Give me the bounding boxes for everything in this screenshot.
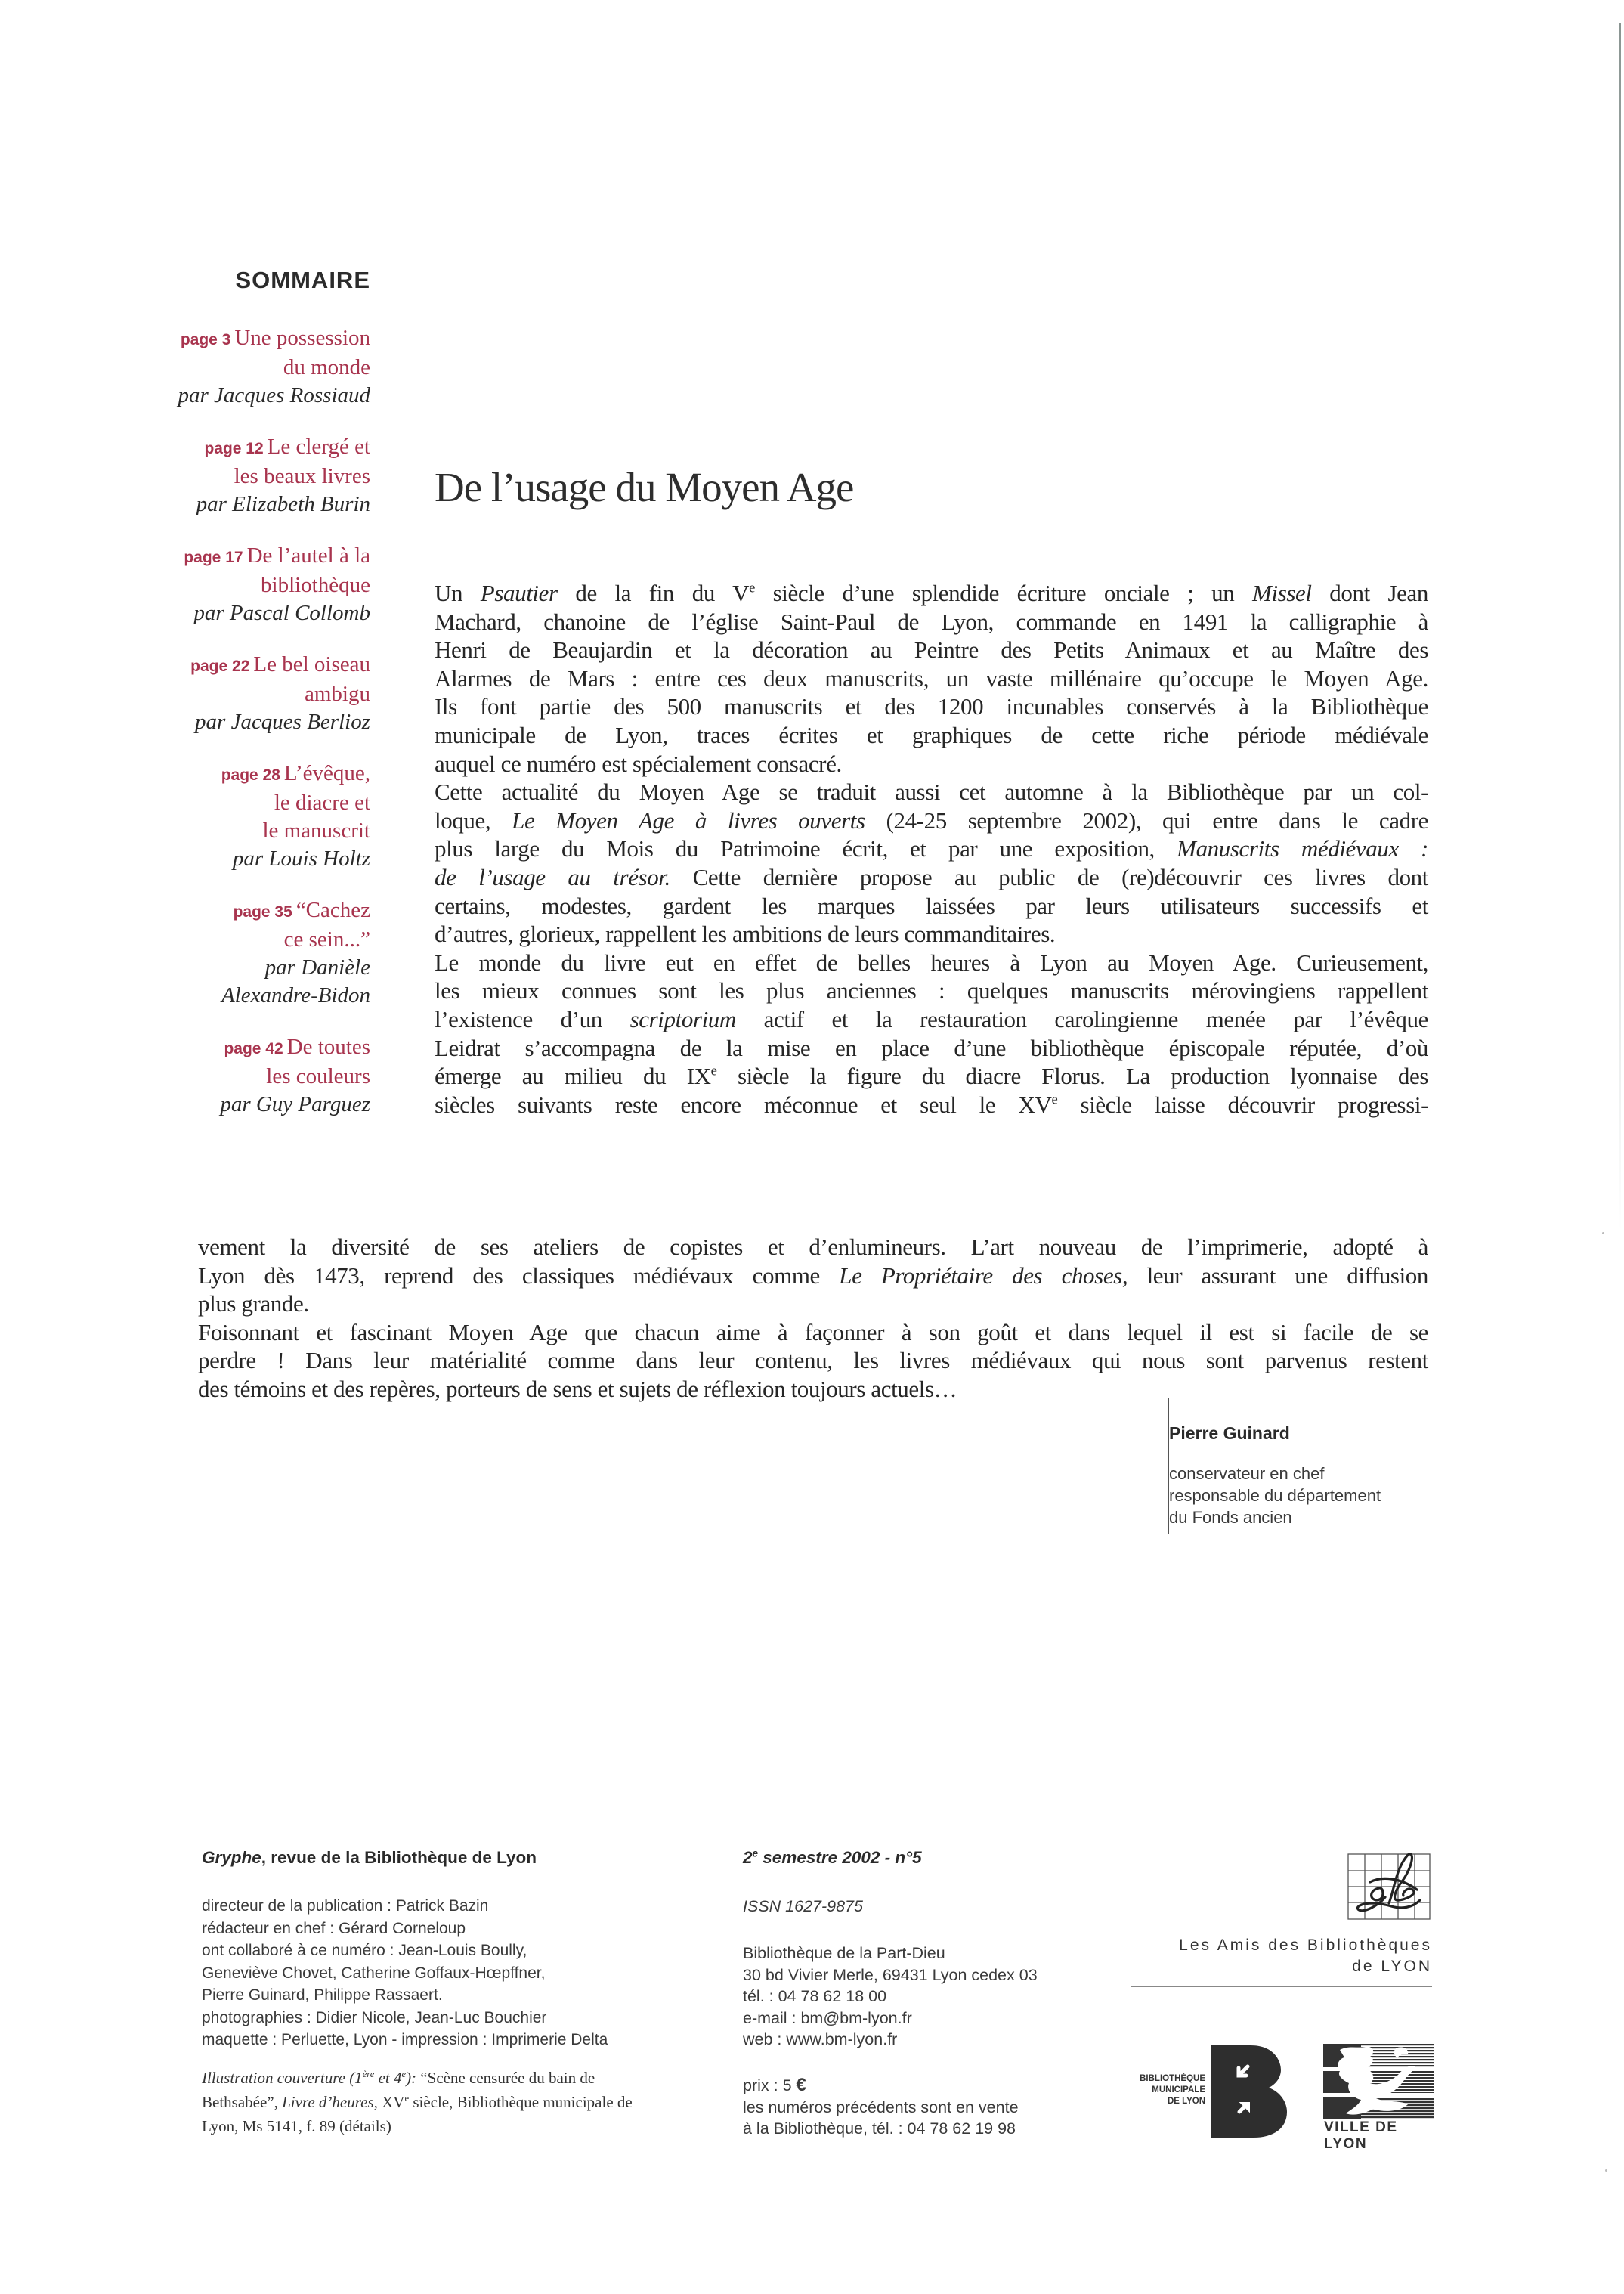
scan-speck: [1605, 2169, 1607, 2172]
body-text-line: Machard, chanoine de l’église Saint-Paul de Lyon, commande en 1491 la calligraphie à: [435, 608, 1428, 635]
body-text-line: Cette actualité du Moyen Age se traduit aussi cet automne à la Bibliothèque par un col-: [435, 779, 1428, 806]
credit-line: Geneviève Chovet, Catherine Goffaux-Hœpffner,: [202, 1964, 546, 1982]
toc-entry-title: ambigu: [305, 682, 370, 706]
body-text-line: auquel ce numéro est spécialement consacré.: [435, 750, 842, 777]
address-line: Bibliothèque de la Part-Dieu: [743, 1944, 945, 1962]
cover-illustration-credit: [202, 2066, 655, 2138]
table-of-contents: [113, 266, 370, 1142]
toc-entry-title: page 12 Le clergé et: [204, 435, 370, 459]
credits: [202, 1895, 608, 2051]
phone: tél. : 04 78 62 18 00: [743, 1987, 887, 2005]
toc-page-number: page 35: [233, 903, 292, 921]
toc-entry-author: par Guy Parguez: [220, 1092, 370, 1116]
amis-line: Les Amis des Bibliothèques: [1179, 1936, 1432, 1954]
toc-entry-title: le diacre et: [274, 791, 370, 815]
address-line: 30 bd Vivier Merle, 69431 Lyon cedex 03: [743, 1965, 1038, 1984]
toc-entry-author: par Louis Holtz: [232, 847, 370, 871]
body-text-line: des témoins et des repères, porteurs de sens et sujets de réflexion toujours actuels…: [198, 1375, 957, 1402]
body-text-line: d’autres, glorieux, rappellent les ambitions de leurs commanditaires.: [435, 921, 1056, 948]
italic-title: Manuscrits médiévaux :: [1177, 835, 1429, 862]
toc-entry-title: page 17 De l’autel à la: [184, 543, 370, 568]
library-address: [743, 1943, 1038, 2051]
publication-title: [202, 1848, 537, 1868]
price: [743, 2075, 1019, 2097]
credit-line: ont collaboré à ce numéro : Jean-Louis Boully,: [202, 1942, 527, 1959]
amis-line: de LYON: [1352, 1958, 1432, 1975]
article-title: De l’usage du Moyen Age: [435, 464, 854, 510]
ville-de-lyon-text: VILLE DE LYON: [1324, 2119, 1398, 2152]
toc-entry-title: page 22 Le bel oiseau: [190, 652, 370, 676]
credit-line: rédacteur en chef : Gérard Corneloup: [202, 1919, 466, 1937]
body-text-line: de l’usage au trésor. Cette dernière propose au public de (re)découvrir ces livres dont: [435, 863, 1428, 890]
amis-bibliotheques-text: [1126, 1935, 1432, 1977]
toc-entry-title: le manuscrit: [262, 819, 370, 843]
toc-entry-title: page 42 De toutes: [224, 1035, 370, 1059]
toc-entry-author: Alexandre-Bidon: [221, 983, 370, 1008]
illus-text: XVe siècle, Bibliothèque municipale de: [377, 2093, 633, 2111]
price-info: [743, 2075, 1019, 2140]
illus-text: “Scène censurée du bain de: [416, 2069, 595, 2087]
body-text-line: Le monde du livre eut en effet de belles heures à Lyon au Moyen Age. Curieusement,: [435, 949, 1428, 976]
body-text-line: Leidrat s’accompagna de la mise en place d’une bibliothèque épiscopale réputée, d’où: [435, 1034, 1428, 1061]
bibliotheque-municipale-b-logo-icon: [1211, 2045, 1287, 2138]
toc-heading: SOMMAIRE: [235, 267, 370, 293]
toc-entry-author: par Pascal Collomb: [193, 601, 370, 625]
body-text-line: Un Psautier de la fin du Ve siècle d’une splendide écriture onciale ; un Missel dont Jean: [435, 580, 1429, 606]
body-text-line: siècles suivants reste encore méconnue et seul le XVe siècle laisse découvrir progressi-: [435, 1091, 1428, 1118]
body-text-line: certains, modestes, gardent les marques laissées par leurs utilisateurs successifs et: [435, 892, 1428, 919]
signature-role-line: responsable du département: [1169, 1486, 1381, 1505]
toc-entry[interactable]: [113, 1033, 370, 1119]
body-text-line: les mieux connues sont les plus anciennes : quelques manuscrits mérovingiens rappellent: [435, 977, 1428, 1005]
toc-entry-author: par Jacques Rossiaud: [178, 383, 370, 407]
body-text-line: municipale de Lyon, traces écrites et graphiques de cette riche période médiévale: [435, 721, 1428, 748]
italic-title: de l’usage au trésor.: [435, 863, 670, 890]
bml-label-line: BIBLIOTHÈQUE: [1140, 2074, 1205, 2083]
toc-page-number: page 22: [190, 658, 250, 675]
body-text-line: Lyon dès 1473, reprend des classiques médiévaux comme Le Propriétaire des choses, leur assurant une diffusion: [198, 1262, 1428, 1289]
toc-entry-author: par Danièle: [264, 955, 370, 980]
toc-entry[interactable]: [113, 651, 370, 736]
bml-label-line: DE LYON: [1167, 2097, 1205, 2106]
article-body-full-width: [198, 1233, 1428, 1404]
toc-entry-title: page 28 L’évêque,: [221, 761, 370, 785]
italic-title: Psautier: [480, 580, 558, 606]
italic-title: Missel: [1252, 580, 1312, 606]
illus-line: [202, 2090, 655, 2114]
euro-icon: €: [796, 2075, 806, 2095]
signature-role-line: du Fonds ancien: [1169, 1508, 1292, 1527]
bml-label-line: MUNICIPALE: [1152, 2085, 1205, 2094]
toc-entry[interactable]: [113, 433, 370, 519]
body-text-line: Ils font partie des 500 manuscrits et des 1200 incunables conservés à la Bibliothèque: [435, 693, 1428, 720]
price-label: prix : 5: [743, 2076, 797, 2094]
issn: ISSN 1627-9875: [743, 1897, 863, 1915]
italic-title: Le Propriétaire des choses,: [839, 1262, 1128, 1289]
credit-line: Pierre Guinard, Philippe Rassaert.: [202, 1986, 443, 2004]
italic-title: scriptorium: [629, 1005, 736, 1032]
toc-entry-title: page 35 “Cachez: [233, 898, 370, 922]
toc-entry[interactable]: [113, 760, 370, 873]
credit-line: maquette : Perluette, Lyon - impression : Imprimerie Delta: [202, 2031, 608, 2048]
body-text-line: Foisonnant et fascinant Moyen Age que chacun aime à façonner à son goût et dans lequel il est si facile de se: [198, 1318, 1428, 1345]
credit-line: photographies : Didier Nicole, Jean-Luc Bouchier: [202, 2008, 547, 2026]
toc-entry-title: les couleurs: [266, 1064, 370, 1088]
web-link[interactable]: web : www.bm-lyon.fr: [743, 2030, 898, 2048]
superscript: e: [1051, 1091, 1058, 1108]
toc-list: [113, 324, 370, 1119]
body-text-line: plus grande.: [198, 1290, 309, 1317]
publication-subtitle: , revue de la Bibliothèque de Lyon: [261, 1848, 537, 1867]
illus-line: Lyon, Ms 5141, f. 89 (détails): [202, 2117, 391, 2135]
illus-italic: Livre d’heures,: [282, 2093, 378, 2111]
toc-entry-title: les beaux livres: [234, 464, 370, 488]
body-text-line: Henri de Beaujardin et la décoration au Peintre des Petits Animaux et au Maître des: [435, 636, 1428, 664]
toc-page-number: page 42: [224, 1040, 283, 1057]
toc-page-number: page 28: [221, 766, 280, 784]
body-text-line: l’existence d’un scriptorium actif et la restauration carolingienne menée par l’évêque: [435, 1005, 1428, 1032]
toc-entry-author: par Jacques Berlioz: [195, 710, 370, 734]
illus-line: [202, 2066, 655, 2090]
superscript: e: [749, 580, 755, 596]
signature-name: Pierre Guinard: [1169, 1423, 1290, 1443]
toc-entry-title: page 3 Une possession: [180, 326, 370, 350]
toc-entry-title: du monde: [283, 355, 370, 379]
illus-label: Illustration couverture (1ère et 4e):: [202, 2069, 417, 2087]
toc-entry[interactable]: [113, 324, 370, 410]
toc-entry-title: bibliothèque: [261, 573, 370, 597]
amis-bibliotheques-logo-icon: [1347, 1853, 1431, 1920]
signature-role: [1169, 1463, 1381, 1528]
superscript: e: [710, 1063, 717, 1079]
credit-line: directeur de la publication : Patrick Bazin: [202, 1897, 489, 1915]
body-text-line: émerge au milieu du IXe siècle la figure du diacre Florus. La production lyonnaise des: [435, 1063, 1428, 1090]
body-text-line: vement la diversité de ses ateliers de copistes et d’enlumineurs. L’art nouveau de l’imprimerie, adopté à: [198, 1234, 1428, 1260]
toc-page-number: page 12: [204, 440, 264, 457]
ville-de-lyon-lion-logo-icon: [1323, 2044, 1434, 2119]
body-text-line: Alarmes de Mars : entre ces deux manuscrits, un vaste millénaire qu’occupe le Moyen Age.: [435, 664, 1428, 692]
scan-page-edge: [1619, 23, 1621, 1232]
article-body-column: [435, 579, 1428, 1119]
amis-divider: [1131, 1986, 1432, 1987]
body-text-line: plus large du Mois du Patrimoine écrit, et par une exposition, Manuscrits médiévaux :: [435, 835, 1429, 862]
scan-speck: [1602, 1232, 1604, 1234]
body-text-line: loque, Le Moyen Age à livres ouverts (24-25 septembre 2002), qui entre dans le cadre: [435, 806, 1429, 834]
bml-label: [1122, 2073, 1205, 2107]
toc-entry-title: ce sein...”: [283, 927, 370, 952]
body-text-line: perdre ! Dans leur matérialité comme dans leur contenu, les livres médiévaux qui nous sont parvenus restent: [198, 1347, 1428, 1374]
publication-name: Gryphe: [202, 1848, 261, 1867]
italic-title: Le Moyen Age à livres ouverts: [512, 806, 865, 834]
signature-role-line: conservateur en chef: [1169, 1464, 1325, 1483]
back-issues-line: les numéros précédents sont en vente: [743, 2097, 1019, 2116]
toc-entry[interactable]: [113, 542, 370, 627]
toc-entry[interactable]: [113, 896, 370, 1010]
back-issues-line: à la Bibliothèque, tél. : 04 78 62 19 98: [743, 2119, 1016, 2138]
toc-entry-author: par Elizabeth Burin: [196, 492, 370, 516]
toc-page-number: page 17: [184, 549, 243, 566]
illus-text: Bethsabée”,: [202, 2093, 283, 2111]
issue-number: 2e semestre 2002 - n°5: [743, 1847, 922, 1867]
email-link[interactable]: e-mail : bm@bm-lyon.fr: [743, 2008, 912, 2027]
toc-page-number: page 3: [180, 331, 231, 348]
